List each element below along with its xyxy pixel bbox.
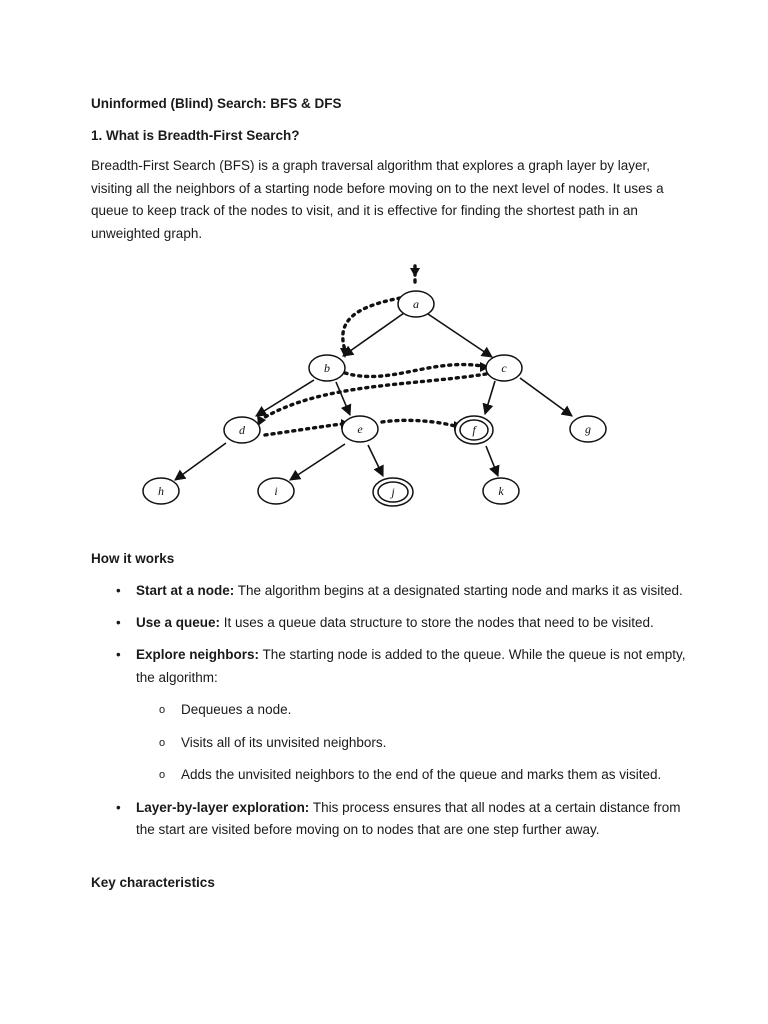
edge-e-j [368, 445, 383, 476]
edge-a-c [428, 314, 492, 357]
node-i [258, 478, 294, 504]
node-h [143, 478, 179, 504]
how-it-works-heading: How it works [91, 551, 175, 566]
svg-text:h: h [158, 484, 164, 498]
bullet-text: It uses a queue data structure to store the nodes that need to be visited. [220, 615, 654, 630]
document-title: Uninformed (Blind) Search: BFS & DFS [91, 96, 342, 111]
svg-text:c: c [501, 361, 507, 375]
entry-arrowhead [410, 268, 420, 277]
how-it-works-list [91, 580, 691, 842]
sub-item-text: Dequeues a node. [181, 702, 292, 717]
edge-f-k [486, 446, 498, 476]
bullet-label: Start at a node: [136, 583, 235, 598]
edge-c-g [520, 378, 572, 416]
node-e [342, 416, 378, 442]
bullet-icon: • [116, 615, 121, 630]
edge-d-h [175, 443, 226, 480]
bullet-text: The starting node is added to the queue. While the queue is not empty, the algorithm: [136, 647, 686, 685]
circle-bullet-icon: o [159, 704, 166, 716]
bullet-icon: • [116, 583, 121, 598]
node-a [398, 291, 434, 317]
node-j-goal [373, 478, 413, 506]
list-item [91, 797, 691, 842]
bullet-label: Explore neighbors: [136, 647, 260, 662]
bullet-text: The algorithm begins at a designated starting node and marks it as visited. [234, 583, 683, 598]
node-k [483, 478, 519, 504]
bullet-icon: • [116, 799, 121, 815]
sub-list [136, 699, 691, 787]
svg-text:j: j [391, 485, 395, 499]
sub-list-item [136, 732, 691, 755]
key-characteristics-heading: Key characteristics [91, 875, 215, 890]
bfs-graph-diagram [120, 258, 660, 520]
sub-list-item [136, 764, 691, 787]
list-item [91, 612, 691, 635]
edge-e-i [290, 444, 345, 480]
circle-bullet-icon: o [159, 736, 166, 749]
traversal-b-c [345, 365, 482, 377]
traversal-d-e [265, 424, 342, 435]
edge-a-b [343, 313, 404, 356]
svg-text:d: d [239, 423, 245, 437]
sub-list-item [136, 699, 691, 722]
edge-c-f [485, 381, 495, 414]
traversal-a-b [343, 298, 400, 350]
node-b [309, 355, 345, 381]
edge-b-e [336, 382, 350, 415]
traversal-c-d [260, 374, 486, 420]
svg-text:e: e [357, 422, 363, 436]
node-f-goal [455, 416, 493, 444]
node-g [570, 416, 606, 442]
traversal-e-f [382, 420, 455, 426]
list-item [91, 644, 691, 787]
node-c [486, 355, 522, 381]
bullet-label: Use a queue: [136, 615, 221, 630]
svg-text:a: a [413, 297, 419, 311]
bullet-icon: • [116, 647, 121, 662]
svg-text:b: b [324, 361, 330, 375]
svg-text:g: g [585, 422, 591, 436]
sub-item-text: Adds the unvisited neighbors to the end of the queue and marks them as visited. [181, 767, 662, 782]
list-item [91, 580, 691, 603]
svg-text:i: i [274, 484, 278, 498]
circle-bullet-icon: o [159, 769, 166, 781]
section-heading: 1. What is Breadth-First Search? [91, 128, 300, 143]
bullet-text: This process ensures that all nodes at a certain distance from the start are visited before moving on to nodes that are one step further away. [136, 799, 681, 837]
edge-b-d [256, 380, 314, 416]
svg-text:f: f [472, 423, 476, 437]
sub-item-text: Visits all of its unvisited neighbors. [181, 734, 387, 750]
intro-paragraph: Breadth-First Search (BFS) is a graph traversal algorithm that explores a graph layer by layer, visiting all the neighbors of a starting node before moving on to the next level of nodes. It uses a queue to keep track of the nodes to visit, and it is effective for finding the shortest path in an unweighted graph. [91, 158, 664, 241]
bullet-label: Layer-by-layer exploration: [136, 799, 310, 815]
svg-text:k: k [498, 484, 504, 498]
node-d [224, 417, 260, 443]
